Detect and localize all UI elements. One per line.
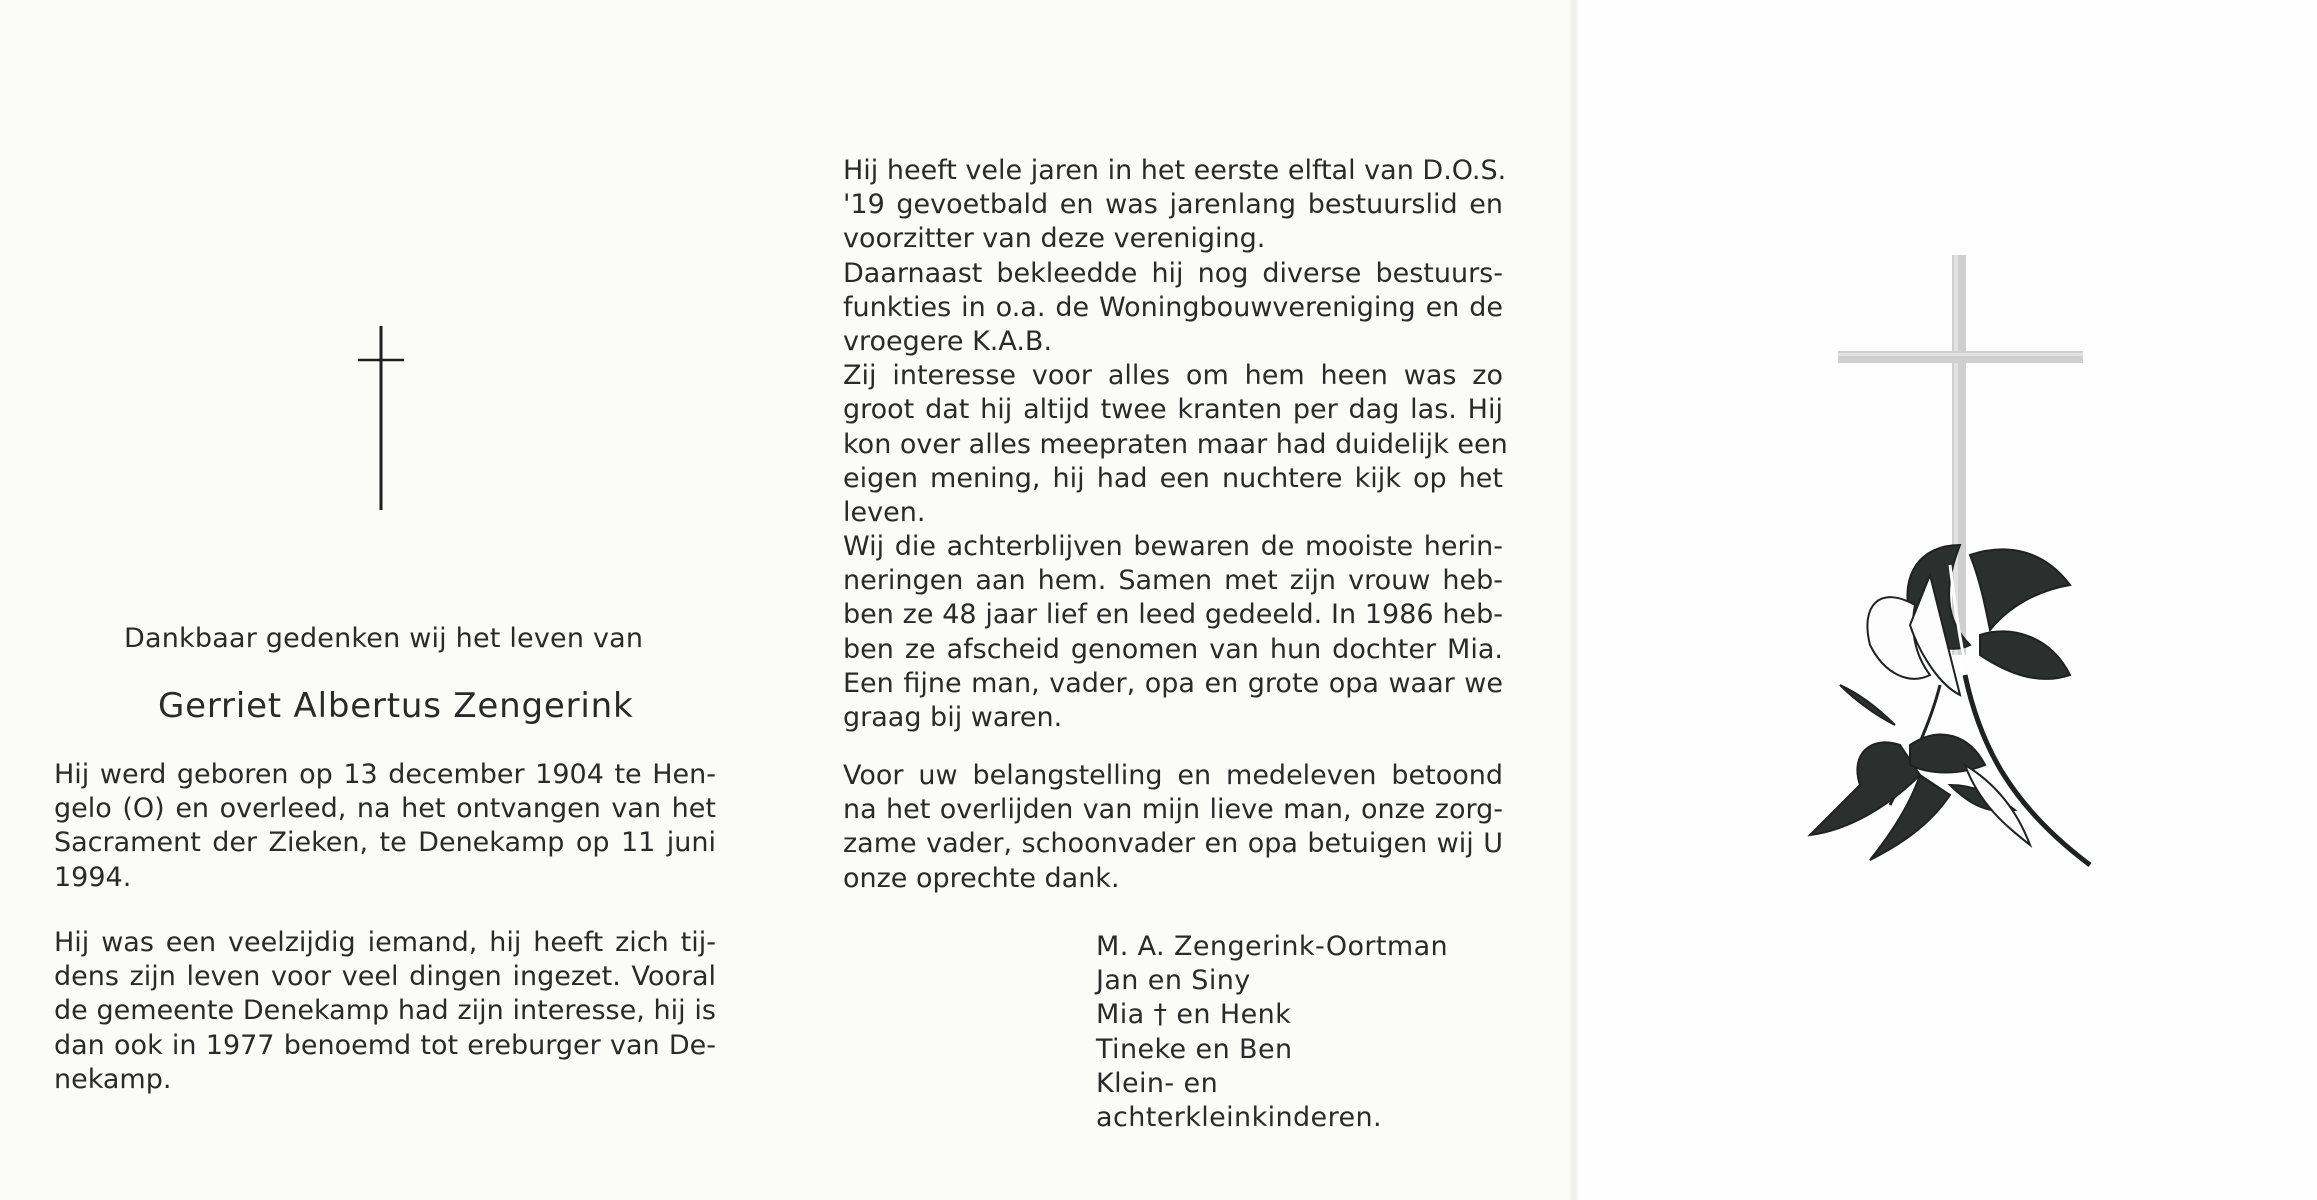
text-line: Wij die achterblijven bewaren de mooiste herin-: [843, 531, 1503, 563]
text-line: '19 gevoetbald en was jarenlang bestuurslid en: [843, 189, 1503, 221]
signature-line: Jan en Siny: [1096, 965, 1251, 997]
text-line: Een fijne man, vader, opa en grote opa waar we: [843, 667, 1503, 699]
intro-line: Dankbaar gedenken wij het leven van: [124, 623, 644, 654]
text-line: kon over alles meepraten maar had duidelijk een: [843, 428, 1508, 460]
text-line: zame vader, schoonvader en opa betuigen wij U: [843, 828, 1503, 860]
text-line: na het overlijden van mijn lieve man, onze zorg-: [843, 794, 1503, 826]
signature-line: M. A. Zengerink-Oortman: [1096, 931, 1449, 962]
text-line: dens zijn leven voor veel dingen ingezet. Vooral: [54, 961, 716, 993]
text-line: Daarnaast bekleedde hij nog diverse bestuurs-: [843, 257, 1503, 289]
signature-line: Tineke en Ben: [1096, 1033, 1293, 1065]
signature-line: Mia † en Henk: [1096, 999, 1292, 1031]
text-line: Hij heeft vele jaren in het eerste elftal van D.O.S.: [843, 155, 1507, 186]
small-cross-icon: [358, 326, 404, 510]
text-line: Hij werd geboren op 13 december 1904 te Hen-: [54, 759, 716, 790]
text-line: ben ze afscheid genomen van hun dochter Mia.: [843, 633, 1503, 665]
text-line: funkties in o.a. de Woningbouwvereniging en de: [843, 291, 1503, 323]
thanks-paragraph: [843, 759, 1503, 896]
text-line: graag bij waren.: [843, 702, 1063, 733]
text-line: groot dat hij altijd twee kranten per dag las. Hij: [843, 394, 1503, 426]
text-line: dan ook in 1977 benoemd tot ereburger van De-: [54, 1029, 716, 1061]
text-line: Hij was een veelzijdig iemand, hij heeft zich tij-: [54, 927, 716, 958]
text-line: leven.: [843, 496, 926, 528]
signature-line: Klein- en: [1096, 1067, 1219, 1099]
text-line: voorzitter van deze vereniging.: [843, 223, 1266, 255]
middle-paragraph: [843, 154, 1508, 735]
text-line: Zij interesse voor alles om hem heen was zo: [843, 360, 1503, 392]
card-fold-line: [1570, 0, 1580, 1200]
text-line: 1994.: [54, 861, 132, 893]
text-line: eigen mening, hij had een nuchtere kijk op het: [843, 462, 1503, 494]
silver-cross-icon: [1838, 255, 2083, 655]
text-line: de gemeente Denekamp had zijn interesse, hij is: [54, 995, 716, 1027]
text-line: onze oprechte dank.: [843, 862, 1120, 894]
life-paragraph: [54, 926, 716, 1097]
family-signatures: [1096, 930, 1448, 1135]
cross-with-lily-illustration: [1800, 245, 2100, 905]
deceased-name: Gerriet Albertus Zengerink: [158, 686, 634, 726]
text-line: Voor uw belangstelling en medeleven betoond: [843, 760, 1503, 791]
text-line: Sacrament der Zieken, te Denekamp op 11 juni: [54, 827, 716, 859]
text-line: nekamp.: [54, 1063, 172, 1095]
text-line: neringen aan hem. Samen met zijn vrouw heb-: [843, 565, 1503, 597]
signature-line: achterkleinkinderen.: [1096, 1101, 1382, 1133]
birth-paragraph: [54, 758, 716, 895]
text-line: ben ze 48 jaar lief en leed gedeeld. In 1986 heb-: [843, 599, 1503, 631]
text-line: gelo (O) en overleed, na het ontvangen van het: [54, 793, 716, 825]
lily-icon: [1810, 545, 2090, 865]
text-line: vroegere K.A.B.: [843, 325, 1053, 357]
